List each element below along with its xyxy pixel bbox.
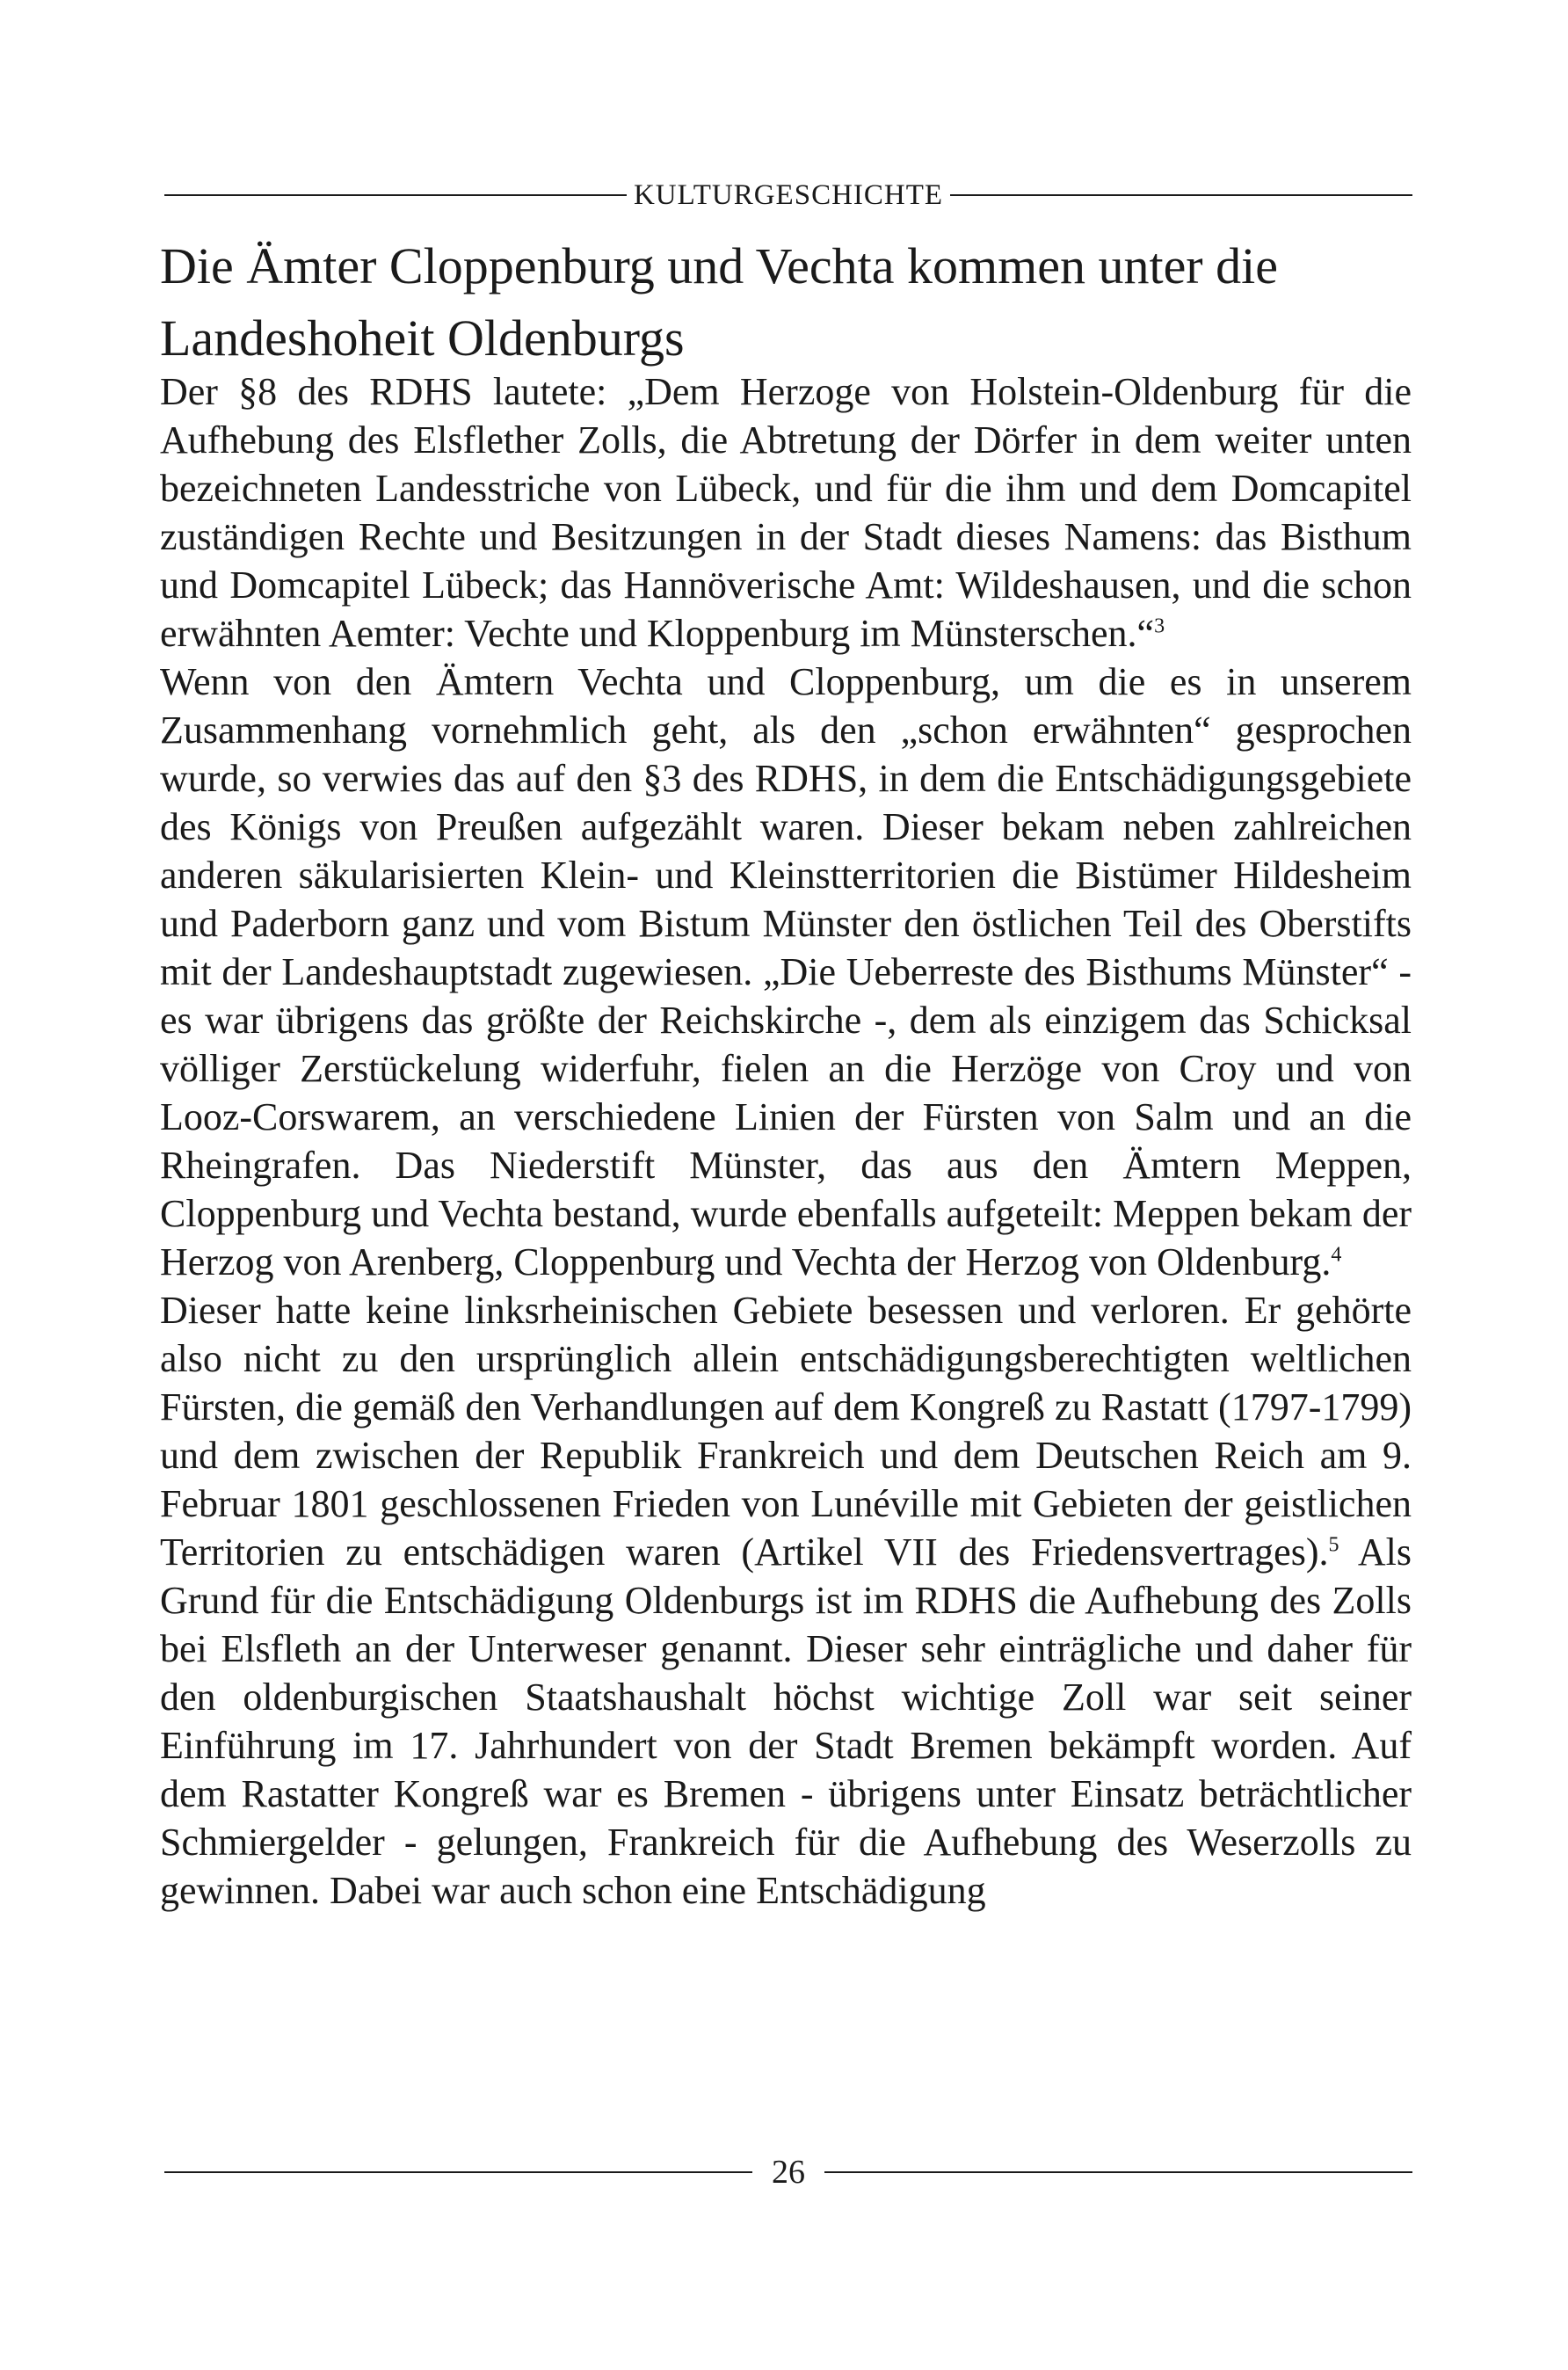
running-head-rule-right <box>950 194 1412 196</box>
paragraph-3 <box>160 1286 1412 1915</box>
page-number: 26 <box>772 2154 805 2191</box>
paragraph-1-text: Der §8 des RDHS lautete: „Dem Herzoge von Holstein-Oldenburg für die Aufhebung des Elsflether Zolls, die Abtretung der Dörfer in dem weiter unten bezeichneten Landesstriche von Lübeck, und für die ihm und dem Domcapitel zuständigen Rechte und Besitzungen in der Stadt dieses Namens: das Bisthum und Domcapitel Lübeck; das Hannöverische Amt: Wildeshausen, und die schon erwähnten Aemter: Vechte und Kloppenburg im Münsterschen.“ <box>160 370 1412 655</box>
footer-rule-right <box>824 2171 1412 2173</box>
footer-rule-left <box>164 2171 752 2173</box>
paragraph-2 <box>160 658 1412 1286</box>
paragraph-3-text-a: Dieser hatte keine linksrheinischen Gebiete besessen und verloren. Er gehörte also nicht zu den ursprünglich allein entschädigungsberechtigten weltlichen Fürsten, die gemäß den Verhandlungen auf dem Kongreß zu Rastatt (1797-1799) und dem zwischen der Republik Frankreich und dem Deutschen Reich am 9. Februar 1801 geschlossenen Frieden von Lunéville mit Gebieten der geistlichen Territorien zu entschädigen waren (Artikel VII des Friedensvertrages). <box>160 1289 1412 1574</box>
footnote-ref-5: 5 <box>1328 1533 1339 1557</box>
running-head <box>164 178 1412 213</box>
page-footer <box>164 2150 1412 2194</box>
running-head-rule-left <box>164 194 627 196</box>
body-text <box>160 367 1412 1915</box>
footnote-ref-3: 3 <box>1154 614 1165 638</box>
paragraph-2-text: Wenn von den Ämtern Vechta und Cloppenburg, um die es in unserem Zusammenhang vornehmlich geht, als den „schon erwähnten“ gesprochen wurde, so verwies das auf den §3 des RDHS, in dem die Entschädigungsgebiete des Königs von Preußen aufgezählt waren. Dieser bekam neben zahlreichen anderen säkularisierten Klein- und Kleinstterritorien die Bistümer Hildesheim und Paderborn ganz und vom Bistum Münster den östlichen Teil des Oberstifts mit der Landeshauptstadt zugewiesen. „Die Ueberreste des Bisthums Münster“ - es war übrigens das größte der Reichskirche -, dem als einzigem das Schicksal völliger Zerstückelung widerfuhr, fielen an die Herzöge von Croy und von Looz-Corswarem, an verschiedene Linien der Fürsten von Salm und an die Rheingrafen. Das Niederstift Münster, das aus den Ämtern Meppen, Cloppenburg und Vechta bestand, wurde ebenfalls aufgeteilt: Meppen bekam der Herzog von Arenberg, Cloppenburg und Vechta der Herzog von Oldenburg. <box>160 660 1412 1283</box>
running-head-label: KULTURGESCHICHTE <box>633 178 944 211</box>
section-title: Die Ämter Cloppenburg und Vechta kommen unter die Landeshoheit Oldenburgs <box>160 237 1278 367</box>
paragraph-3-text-b: Als Grund für die Entschädigung Oldenburgs ist im RDHS die Aufhebung des Zolls bei Elsfleth an der Unterweser genannt. Dieser sehr einträgliche und daher für den oldenburgischen Staatshaushalt höchst wichtige Zoll war seit seiner Einführung im 17. Jahrhundert von der Stadt Bremen bekämpft worden. Auf dem Rastatter Kongreß war es Bremen - übrigens unter Einsatz beträchtlicher Schmiergelder - gelungen, Frankreich für die Aufhebung des Weserzolls zu gewinnen. Dabei war auch schon eine Entschädigung <box>160 1530 1412 1912</box>
paragraph-1 <box>160 367 1412 658</box>
footnote-ref-4: 4 <box>1331 1243 1342 1267</box>
